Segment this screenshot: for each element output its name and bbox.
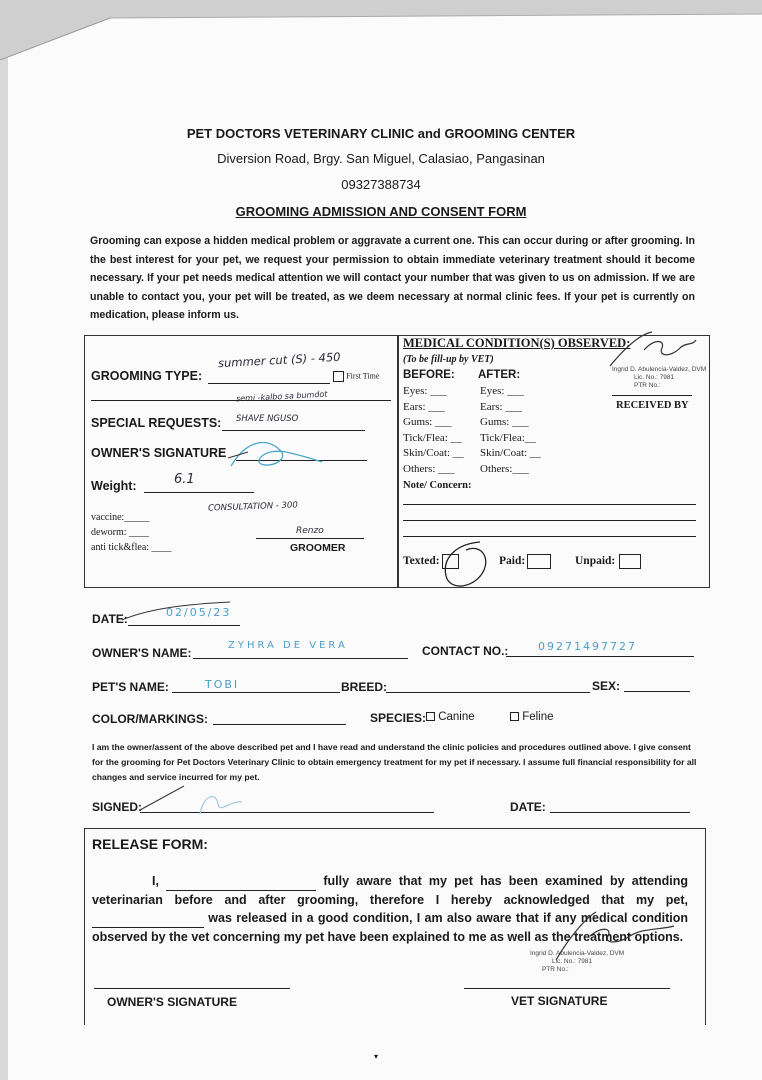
owner-name-label: OWNER'S NAME: bbox=[92, 646, 192, 660]
first-time-label: First Time bbox=[346, 371, 380, 381]
release-pet-blank[interactable] bbox=[92, 909, 204, 928]
pet-name-label: PET'S NAME: bbox=[92, 680, 169, 694]
weight-label: Weight: bbox=[91, 479, 137, 493]
contact-label: CONTACT NO.: bbox=[422, 644, 509, 658]
note-label: Note/ Concern: bbox=[403, 480, 472, 491]
release-title: RELEASE FORM: bbox=[92, 836, 208, 852]
stamp-ptr-bottom: PTR No.: bbox=[542, 966, 569, 973]
texted-circle-mark bbox=[436, 536, 492, 594]
after-field[interactable]: Others:___ bbox=[480, 462, 529, 475]
first-time-checkbox[interactable] bbox=[333, 371, 344, 382]
vet-signature-label: VET SIGNATURE bbox=[511, 994, 608, 1008]
clinic-name: PET DOCTORS VETERINARY CLINIC and GROOMING CENTER bbox=[186, 126, 576, 141]
before-field[interactable]: Gums: ___ bbox=[403, 416, 452, 428]
grooming-type-value[interactable]: summer cut (S) - 450 bbox=[217, 349, 341, 371]
owner-signature-scribble[interactable] bbox=[226, 436, 326, 476]
page-mark: ▾ bbox=[374, 1052, 379, 1061]
special-requests-value[interactable]: SHAVE NGUSO bbox=[236, 414, 299, 424]
signed-date-label: DATE: bbox=[510, 800, 546, 814]
before-field[interactable]: Others: ___ bbox=[403, 462, 455, 475]
species-label: SPECIES: bbox=[370, 711, 427, 725]
before-field[interactable]: Eyes: ___ bbox=[403, 385, 447, 397]
after-field[interactable]: Skin/Coat: __ bbox=[480, 447, 541, 459]
date-label: DATE: bbox=[92, 612, 128, 626]
release-text-i: I, bbox=[152, 874, 159, 888]
weight-value[interactable]: 6.1 bbox=[174, 472, 195, 487]
clinic-phone: 09327388734 bbox=[341, 177, 421, 192]
contact-value[interactable]: 09271497727 bbox=[538, 640, 637, 653]
vaccine-field[interactable]: vaccine:_____ bbox=[91, 512, 150, 523]
canine-label: Canine bbox=[438, 711, 475, 723]
signed-label: SIGNED: bbox=[92, 800, 143, 814]
unpaid-option[interactable] bbox=[575, 554, 641, 569]
before-field[interactable]: Ears: ___ bbox=[403, 400, 445, 413]
groomer-name[interactable]: Renzo bbox=[296, 526, 324, 536]
unpaid-label: Unpaid: bbox=[575, 555, 616, 568]
release-text-3: was released in a good condition, I am also aware that if any medical condition observed by the vet concerning my pet have been explained to me as well as the treatment options. bbox=[92, 911, 688, 944]
signed-scribble[interactable] bbox=[138, 782, 268, 822]
date-value[interactable]: 02/05/23 bbox=[166, 606, 232, 619]
first-time-option[interactable] bbox=[333, 371, 379, 382]
feline-checkbox[interactable] bbox=[510, 712, 519, 721]
stamp-vet-name-bottom: Ingrid D. Abulencia-Valdez, DVM bbox=[530, 950, 625, 957]
release-text-2: fully aware that my pet has been examined by attending veterinarian before and after grooming, therefore I hereby acknowledged that my pet, bbox=[92, 874, 688, 907]
texted-label: Texted: bbox=[403, 555, 440, 568]
grooming-type-note[interactable]: semi -kalbo sa bumdot bbox=[235, 389, 328, 404]
owner-signature-label: OWNER'S SIGNATURE bbox=[91, 446, 227, 460]
release-owner-blank[interactable] bbox=[166, 872, 316, 891]
stamp-vet-name: Ingrid D. Abulencia-Valdez, DVM bbox=[612, 366, 707, 373]
vet-signature-bottom bbox=[550, 906, 680, 966]
sex-label: SEX: bbox=[592, 679, 621, 693]
before-field[interactable]: Tick/Flea: __ bbox=[403, 431, 462, 444]
canine-option[interactable] bbox=[426, 711, 475, 723]
owner-name-value[interactable]: ZYHRA DE VERA bbox=[228, 640, 348, 651]
color-markings-label: COLOR/MARKINGS: bbox=[92, 712, 208, 726]
vet-signature-top bbox=[600, 328, 700, 372]
after-field[interactable]: Eyes: ___ bbox=[480, 385, 524, 397]
date-scribble bbox=[120, 598, 240, 628]
feline-option[interactable] bbox=[510, 711, 554, 723]
after-field[interactable]: Tick/Flea:__ bbox=[480, 431, 536, 444]
medical-title: MEDICAL CONDITION(S) OBSERVED: bbox=[403, 336, 631, 350]
intro-paragraph: Grooming can expose a hidden medical problem or aggravate a current one. This can occur during or after grooming. In the best interest for your pet, we request your permission to obtain immediate veterinary treatment should it become necessary. If your pet needs medical attention we will contact your number that was given to us on admission. If we are unable to contact you, your pet will be treated, as we deem necessary at normal clinic fees. If your pet is currently on medication, please inform us. bbox=[90, 235, 695, 322]
breed-label: BREED: bbox=[341, 680, 388, 694]
paid-label: Paid: bbox=[499, 555, 526, 568]
pet-name-value[interactable]: TOBI bbox=[205, 678, 240, 691]
owner-signature-bottom-label: OWNER'S SIGNATURE bbox=[107, 995, 237, 1009]
grooming-type-label: GROOMING TYPE: bbox=[91, 369, 203, 383]
special-requests-label: SPECIAL REQUESTS: bbox=[91, 416, 222, 430]
before-field[interactable]: Skin/Coat: __ bbox=[403, 447, 464, 459]
canine-checkbox[interactable] bbox=[426, 712, 435, 721]
stamp-license-bottom: Lic. No.: 7981 bbox=[552, 958, 593, 965]
stamp-ptr: PTR No.: bbox=[634, 382, 661, 389]
consent-paragraph: I am the owner/assent of the above described pet and I have read and understand the clinic policies and procedures outlined above. I give consent for the grooming for Pet Doctors Veterinary Clinic to obtain emergency treatment for my pet if necessary. I assume full financial responsibility for all changes and service incurred for my pet. bbox=[92, 742, 697, 782]
form-title: GROOMING ADMISSION AND CONSENT FORM bbox=[235, 204, 527, 219]
before-heading: BEFORE: bbox=[403, 369, 455, 381]
received-by-label: RECEIVED BY bbox=[616, 400, 689, 411]
consultation-note[interactable]: CONSULTATION - 300 bbox=[207, 500, 298, 514]
after-heading: AFTER: bbox=[478, 369, 521, 381]
deworm-field[interactable]: deworm: ____ bbox=[91, 527, 150, 538]
scan-fold-edge bbox=[0, 0, 762, 60]
stamp-license: Lic. No.: 7981 bbox=[634, 374, 675, 381]
unpaid-checkbox[interactable] bbox=[619, 554, 641, 569]
clinic-address: Diversion Road, Brgy. San Miguel, Calasiao, Pangasinan bbox=[217, 151, 545, 166]
paid-option[interactable] bbox=[499, 554, 551, 569]
paid-checkbox[interactable] bbox=[527, 554, 551, 569]
after-field[interactable]: Gums: ___ bbox=[480, 416, 529, 428]
antitick-field[interactable]: anti tick&flea: ____ bbox=[91, 542, 172, 553]
groomer-label: GROOMER bbox=[290, 542, 346, 554]
medical-subtitle: (To be fill-up by VET) bbox=[403, 354, 494, 365]
feline-label: Feline bbox=[522, 711, 554, 723]
after-field[interactable]: Ears: ___ bbox=[480, 400, 522, 413]
